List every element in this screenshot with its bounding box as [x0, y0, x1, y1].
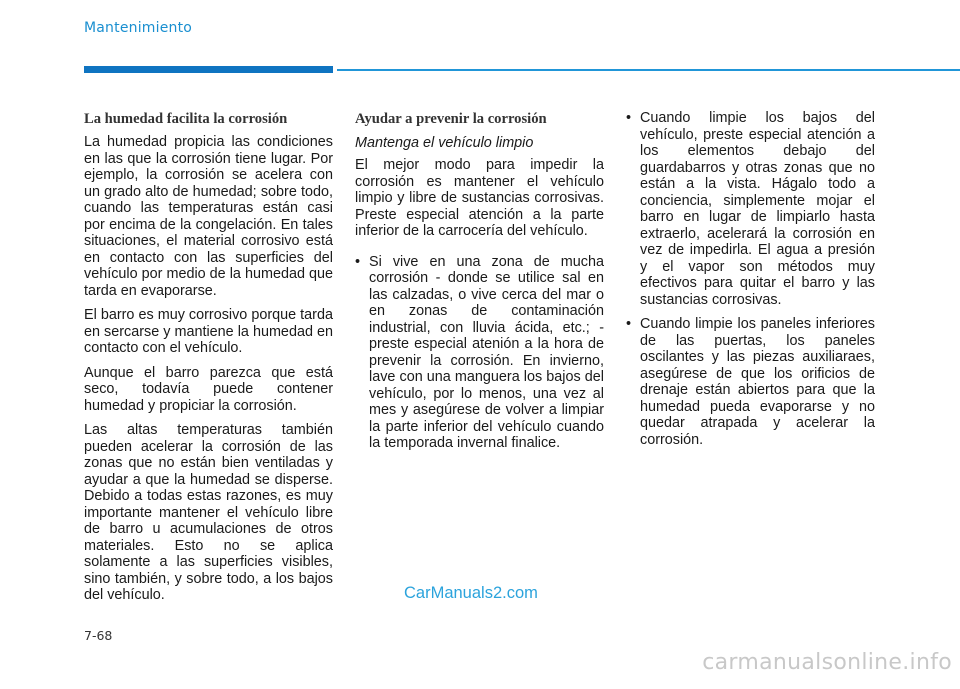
- paragraph: Las altas temperaturas también pueden acelerar la corrosión de las zonas que no están bien ventiladas y ayudar a que la humedad se disperse. Debido a todas estas razones, es muy importante mantener el vehículo libre de barro u acumulaciones de otros materiales. Esto no se aplica solamente a las superficies visibles, sino también, y sobre todo, a los bajos del vehículo.: [84, 422, 333, 603]
- bullet-icon: •: [355, 253, 361, 270]
- bullet-text: Cuando limpie los paneles inferiores de las puertas, los paneles oscilantes y las piezas auxiliaraes, asegúrese de que los orificios de drenaje están abiertos para que la humedad pueda evaporarse y no quedar atrapada y acelerar la corrosión.: [640, 316, 875, 448]
- subheading-keep-clean: Mantenga el vehículo limpio: [355, 135, 534, 151]
- section-title: Mantenimiento: [84, 20, 193, 36]
- paragraph: Aunque el barro parezca que está seco, todavía puede contener humedad y propiciar la corrosión.: [84, 364, 333, 414]
- header-rule-light: [337, 69, 960, 71]
- bullet-text: Si vive en una zona de mucha corrosión - donde se utilice sal en las calzadas, o vive cerca del mar o en zonas de contaminación industrial, con lluvia ácida, etc.; - preste especial atenión a la hora de prevenir la corrosión. En invierno, lave con una manguera los bajos del vehículo, por lo menos, una vez al mes y asegúrese de volver a limpiar la parte inferior del vehículo cuando la temporada invernal finalice.: [369, 253, 604, 451]
- watermark-link[interactable]: CarManuals2.com: [404, 584, 538, 602]
- bullet-icon: •: [626, 316, 632, 332]
- bullet-item: [355, 254, 604, 452]
- paragraph: El mejor modo para impedir la corrosión es mantener el vehículo limpio y libre de sustancias corrosivas. Preste especial atención a la parte inferior de la carrocería del vehículo.: [355, 157, 604, 239]
- paragraph: El barro es muy corrosivo porque tarda en sercarse y mantiene la humedad en contacto con el vehículo.: [84, 307, 333, 356]
- column-1: [84, 110, 333, 612]
- heading-humidity: La humedad facilita la corrosión: [84, 111, 288, 127]
- footer-watermark: carmanualsonline.info: [702, 650, 952, 675]
- column-3: [626, 110, 875, 456]
- header-rule-dark: [84, 66, 333, 73]
- bullet-icon: •: [626, 110, 632, 126]
- column-2: [355, 110, 604, 460]
- heading-prevent-corrosion: Ayudar a prevenir la corrosión: [355, 111, 547, 127]
- page-number: 7-68: [84, 628, 113, 643]
- bullet-text: Cuando limpie los bajos del vehículo, preste especial atención a los elementos debajo del guardabarros y otras zonas que no están a la vista. Hágalo todo a conciencia, simplemente mojar el barro en lugar de limpiarlo hasta extraerlo, acelerará la corrosión en vez de impedirla. El agua a presión y el vapor son métodos muy efectivos para quitar el barro y las sustancias corrosivas.: [640, 110, 875, 308]
- bullet-item: [626, 316, 875, 448]
- bullet-item: [626, 110, 875, 308]
- paragraph: La humedad propicia las condiciones en las que la corrosión tiene lugar. Por ejemplo, la corrosión se acelera con un grado alto de humedad; sobre todo, cuando las temperaturas están casi por encima de la congelación. En tales situaciones, el material corrosivo está en contacto con las superficies del vehículo por medio de la humedad que tarda en evaporarse.: [84, 134, 333, 299]
